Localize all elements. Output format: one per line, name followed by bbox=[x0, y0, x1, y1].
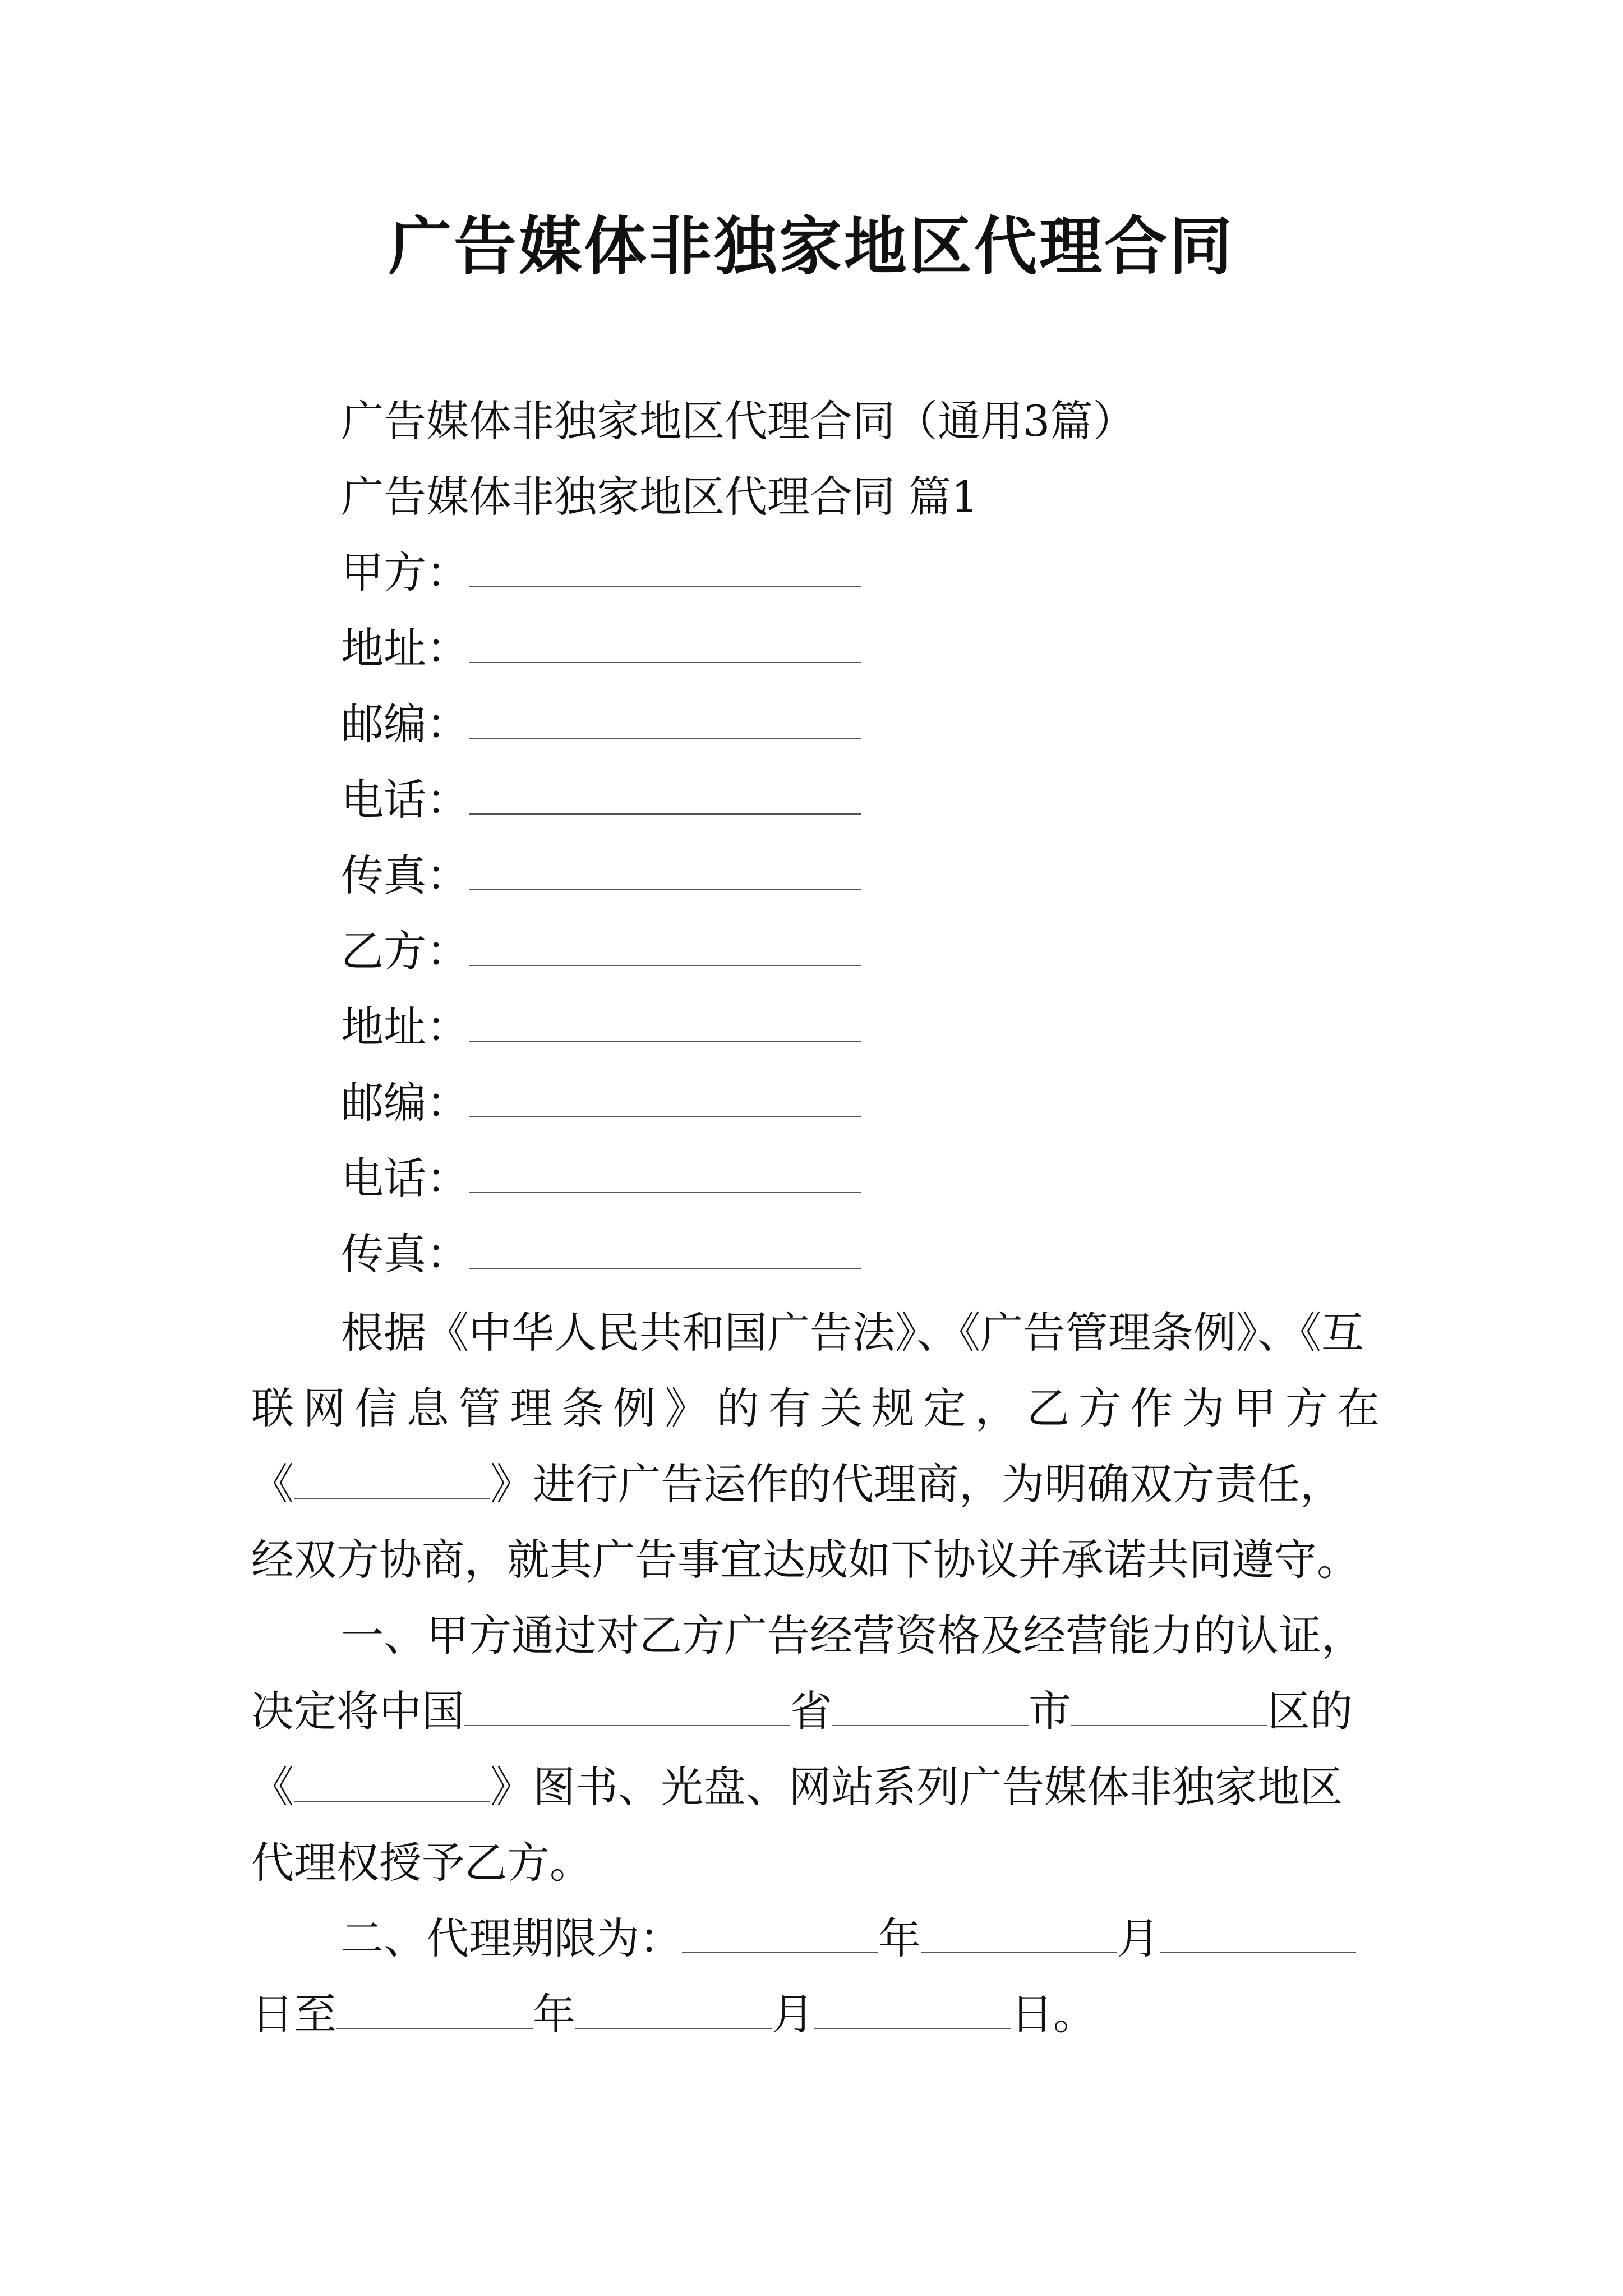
fill-blank bbox=[469, 1233, 861, 1269]
clause2-text: 月 bbox=[1117, 1913, 1160, 1963]
field-label: 乙方： bbox=[341, 926, 469, 976]
field-label: 邮编： bbox=[341, 699, 469, 749]
fill-blank bbox=[294, 1766, 490, 1802]
bracket-open: 《 bbox=[251, 1459, 294, 1509]
fill-blank bbox=[469, 1157, 861, 1193]
clause2-text: 二、代理期限为： bbox=[341, 1913, 682, 1963]
party-b-phone-field bbox=[341, 1144, 861, 1205]
party-b-name-field bbox=[341, 917, 861, 978]
preamble-line-2: 联网信息管理条例》的有关规定，乙方作为甲方在 bbox=[251, 1383, 1380, 1433]
clause2-text: 日。 bbox=[1011, 1989, 1096, 2039]
clause1-text: 决定将中国 bbox=[251, 1686, 464, 1736]
section-heading: 广告媒体非独家地区代理合同 篇1 bbox=[341, 472, 979, 522]
fill-blank bbox=[469, 930, 861, 966]
clause1-line-4: 代理权授予乙方。 bbox=[251, 1838, 592, 1888]
party-b-fax-field bbox=[341, 1220, 861, 1281]
clause1-line-2 bbox=[251, 1677, 1353, 1738]
field-label: 电话： bbox=[341, 775, 469, 825]
clause1-text: 区的 bbox=[1267, 1686, 1353, 1736]
fill-blank bbox=[575, 1993, 772, 2029]
bracket-open: 《 bbox=[251, 1762, 294, 1812]
clause2-line-2 bbox=[251, 1980, 1096, 2041]
subtitle: 广告媒体非独家地区代理合同（通用3篇） bbox=[341, 396, 1136, 446]
field-label: 甲方： bbox=[341, 547, 469, 597]
fill-blank bbox=[921, 1917, 1117, 1953]
fill-blank bbox=[682, 1917, 878, 1953]
fill-blank bbox=[469, 627, 861, 663]
fill-blank bbox=[814, 1993, 1011, 2029]
party-a-name-field bbox=[341, 539, 861, 600]
fill-blank bbox=[469, 1006, 861, 1042]
party-b-postcode-field bbox=[341, 1069, 861, 1130]
clause2-text: 年 bbox=[878, 1913, 921, 1963]
clause1-line-3-text: 》图书、光盘、网站系列广告媒体非独家地区 bbox=[490, 1762, 1343, 1812]
party-a-fax-field bbox=[341, 841, 861, 903]
fill-blank bbox=[1160, 1917, 1356, 1953]
clause2-line-1 bbox=[341, 1904, 1356, 1966]
clause2-text: 月 bbox=[772, 1989, 814, 2039]
clause1-line-3 bbox=[251, 1753, 1343, 1814]
clause1-text: 省 bbox=[790, 1686, 832, 1736]
party-a-postcode-field bbox=[341, 690, 861, 751]
field-label: 传真： bbox=[341, 850, 469, 900]
fill-blank bbox=[469, 1082, 861, 1117]
clause2-text: 年 bbox=[533, 1989, 575, 2039]
preamble-line-3 bbox=[251, 1450, 1343, 1511]
fill-blank bbox=[469, 551, 861, 587]
document-title: 广告媒体非独家地区代理合同 bbox=[389, 210, 1234, 283]
field-label: 电话： bbox=[341, 1153, 469, 1203]
party-b-address-field bbox=[341, 993, 861, 1054]
fill-blank bbox=[294, 1463, 490, 1499]
preamble-line-1: 根据《中华人民共和国广告法》、《广告管理条例》、《互 bbox=[341, 1308, 1364, 1358]
fill-blank bbox=[469, 854, 861, 890]
preamble-line-4: 经双方协商，就其广告事宜达成如下协议并承诺共同遵守。 bbox=[251, 1535, 1359, 1585]
preamble-line-3-text: 》进行广告运作的代理商，为明确双方责任， bbox=[490, 1459, 1343, 1509]
fill-blank bbox=[464, 1690, 790, 1726]
fill-blank bbox=[469, 703, 861, 739]
field-label: 地址： bbox=[341, 623, 469, 673]
clause1-line-1: 一、甲方通过对乙方广告经营资格及经营能力的认证， bbox=[341, 1611, 1364, 1660]
party-a-phone-field bbox=[341, 766, 861, 827]
clause2-text: 日至 bbox=[251, 1989, 336, 2039]
fill-blank bbox=[469, 779, 861, 815]
fill-blank bbox=[336, 1993, 533, 2029]
field-label: 邮编： bbox=[341, 1078, 469, 1128]
field-label: 地址： bbox=[341, 1002, 469, 1052]
clause1-text: 市 bbox=[1029, 1686, 1071, 1736]
fill-blank bbox=[1071, 1690, 1267, 1726]
field-label: 传真： bbox=[341, 1229, 469, 1279]
fill-blank bbox=[832, 1690, 1029, 1726]
party-a-address-field bbox=[341, 614, 861, 675]
